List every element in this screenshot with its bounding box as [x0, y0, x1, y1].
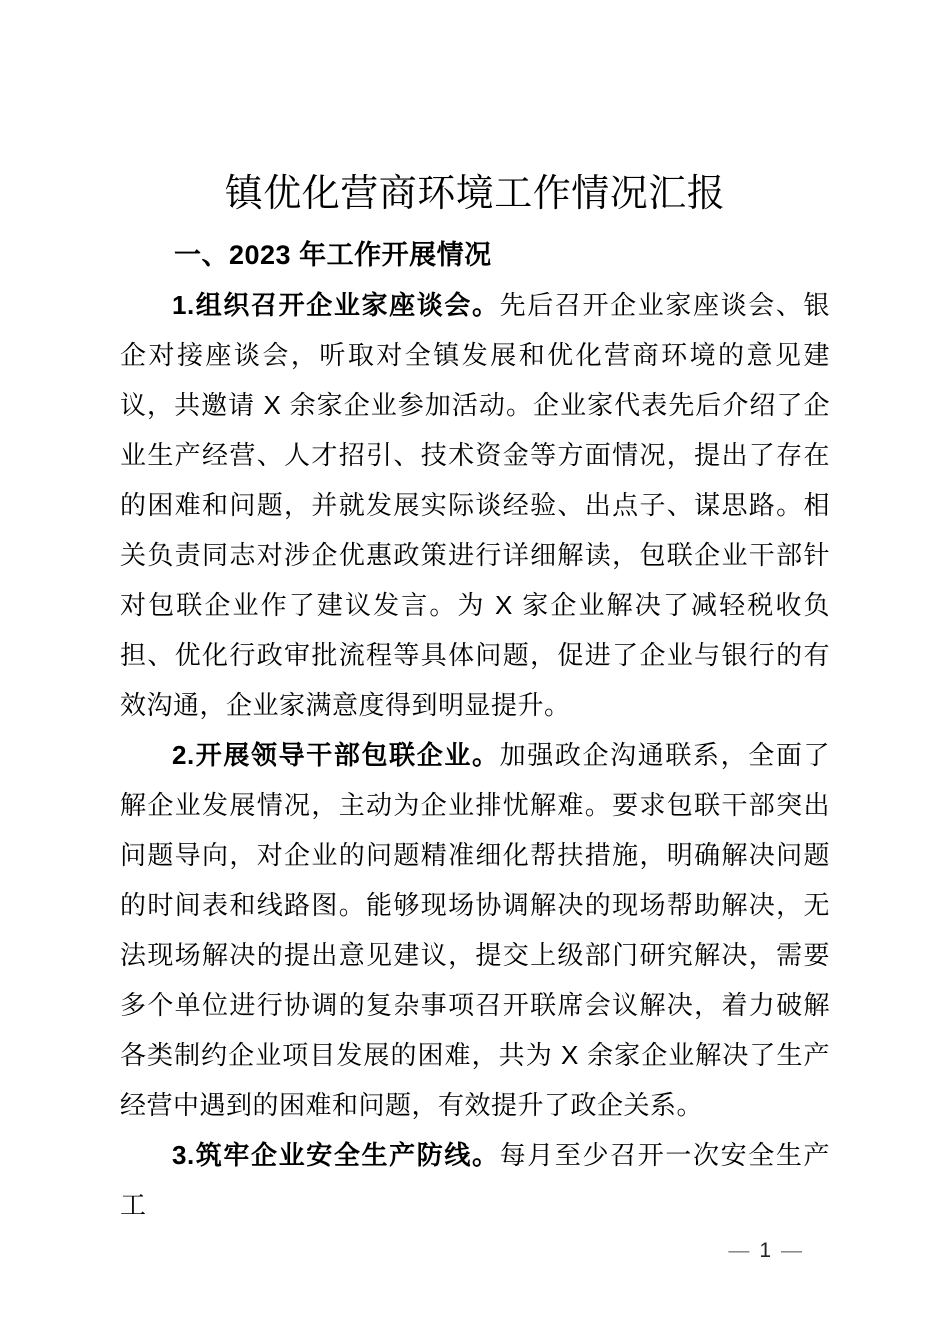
paragraph-1 — [120, 280, 830, 730]
document-content — [120, 0, 830, 1230]
page-number-dash-left: — — [728, 1239, 750, 1262]
paragraph-1-text: 先后召开企业家座谈会、银企对接座谈会，听取对全镇发展和优化营商环境的意见建议，共邀请 X 余家企业参加活动。企业家代表先后介绍了企业生产经营、人才招引、技术资金等方面情况，提出了存在的困难和问题，并就发展实际谈经验、出点子、谋思路。相关负责同志对涉企优惠政策进行详细解读，包联企业干部针对包联企业作了建议发言。为 X 家企业解决了减轻税收负担、优化行政审批流程等具体问题，促进了企业与银行的有效沟通，企业家满意度得到明显提升。 — [120, 290, 830, 720]
section-heading: 一、2023 年工作开展情况 — [174, 240, 492, 270]
paragraph-1-lead: 1.组织召开企业家座谈会。 — [172, 290, 500, 320]
paragraph-3-text: 每月至少召开一次安全生产工 — [120, 1140, 830, 1220]
paragraph-2-text: 加强政企沟通联系，全面了解企业发展情况，主动为企业排忧解难。要求包联干部突出问题导向，对企业的问题精准细化帮扶措施，明确解决问题的时间表和线路图。能够现场协调解决的现场帮助解决，无法现场解决的提出意见建议，提交上级部门研究解决，需要多个单位进行协调的复杂事项召开联席会议解决，着力破解各类制约企业项目发展的困难，共为 X 余家企业解决了生产经营中遇到的困难和问题，有效提升了政企关系。 — [120, 740, 830, 1120]
page-number-footer — [728, 1238, 802, 1264]
page-number-dash-right: — — [781, 1239, 802, 1262]
document-title: 镇优化营商环境工作情况汇报 — [224, 173, 726, 215]
paragraph-2 — [120, 730, 830, 1130]
paragraph-3-lead: 3.筑牢企业安全生产防线。 — [172, 1140, 500, 1170]
page-number: 1 — [759, 1239, 771, 1262]
paragraph-2-lead: 2.开展领导干部包联企业。 — [172, 740, 500, 770]
paragraph-3 — [120, 1130, 830, 1230]
